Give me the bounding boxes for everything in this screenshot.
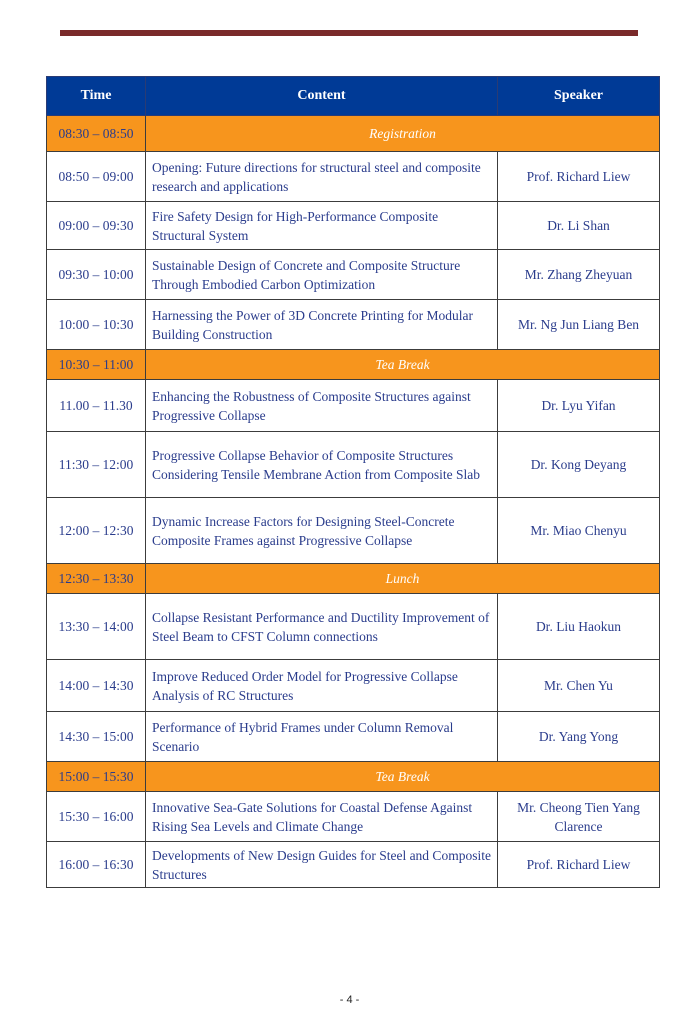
content-cell: Fire Safety Design for High-Performance Composite Structural System xyxy=(146,202,498,250)
session-row xyxy=(47,432,660,498)
break-label: Tea Break xyxy=(146,350,660,380)
speaker-cell: Dr. Yang Yong xyxy=(498,712,660,762)
session-row xyxy=(47,594,660,660)
content-cell: Sustainable Design of Concrete and Composite Structure Through Embodied Carbon Optimization xyxy=(146,250,498,300)
time-cell: 13:30 – 14:00 xyxy=(47,594,146,660)
time-cell: 14:30 – 15:00 xyxy=(47,712,146,762)
content-cell: Progressive Collapse Behavior of Composite Structures Considering Tensile Membrane Action from Composite Slab xyxy=(146,432,498,498)
time-cell: 12:30 – 13:30 xyxy=(47,564,146,594)
time-cell: 10:30 – 11:00 xyxy=(47,350,146,380)
content-cell: Dynamic Increase Factors for Designing Steel-Concrete Composite Frames against Progressive Collapse xyxy=(146,498,498,564)
speaker-cell: Prof. Richard Liew xyxy=(498,842,660,888)
break-label: Lunch xyxy=(146,564,660,594)
time-cell: 10:00 – 10:30 xyxy=(47,300,146,350)
header-content: Content xyxy=(146,77,498,116)
break-row xyxy=(47,350,660,380)
content-cell: Enhancing the Robustness of Composite Structures against Progressive Collapse xyxy=(146,380,498,432)
break-label: Tea Break xyxy=(146,762,660,792)
break-label: Registration xyxy=(146,116,660,152)
time-cell: 16:00 – 16:30 xyxy=(47,842,146,888)
time-cell: 11:30 – 12:00 xyxy=(47,432,146,498)
session-row xyxy=(47,250,660,300)
speaker-cell: Mr. Cheong Tien Yang Clarence xyxy=(498,792,660,842)
time-cell: 12:00 – 12:30 xyxy=(47,498,146,564)
session-row xyxy=(47,152,660,202)
time-cell: 14:00 – 14:30 xyxy=(47,660,146,712)
content-cell: Performance of Hybrid Frames under Column Removal Scenario xyxy=(146,712,498,762)
speaker-cell: Mr. Zhang Zheyuan xyxy=(498,250,660,300)
time-cell: 09:30 – 10:00 xyxy=(47,250,146,300)
speaker-cell: Mr. Chen Yu xyxy=(498,660,660,712)
session-row xyxy=(47,380,660,432)
content-cell: Harnessing the Power of 3D Concrete Printing for Modular Building Construction xyxy=(146,300,498,350)
session-row xyxy=(47,300,660,350)
page-number: - 4 - xyxy=(339,994,360,1006)
agenda-table xyxy=(46,76,660,888)
time-cell: 08:30 – 08:50 xyxy=(47,116,146,152)
header-time: Time xyxy=(47,77,146,116)
time-cell: 09:00 – 09:30 xyxy=(47,202,146,250)
header-speaker: Speaker xyxy=(498,77,660,116)
session-row xyxy=(47,498,660,564)
content-cell: Opening: Future directions for structural steel and composite research and applications xyxy=(146,152,498,202)
time-cell: 15:30 – 16:00 xyxy=(47,792,146,842)
header-row xyxy=(47,77,660,116)
content-cell: Developments of New Design Guides for Steel and Composite Structures xyxy=(146,842,498,888)
header-rule xyxy=(60,30,638,36)
break-row xyxy=(47,116,660,152)
speaker-cell: Mr. Miao Chenyu xyxy=(498,498,660,564)
time-cell: 08:50 – 09:00 xyxy=(47,152,146,202)
session-row xyxy=(47,202,660,250)
time-cell: 11.00 – 11.30 xyxy=(47,380,146,432)
session-row xyxy=(47,842,660,888)
session-row xyxy=(47,660,660,712)
content-cell: Innovative Sea-Gate Solutions for Coastal Defense Against Rising Sea Levels and Climate Change xyxy=(146,792,498,842)
speaker-cell: Dr. Liu Haokun xyxy=(498,594,660,660)
session-row xyxy=(47,792,660,842)
speaker-cell: Dr. Li Shan xyxy=(498,202,660,250)
speaker-cell: Prof. Richard Liew xyxy=(498,152,660,202)
speaker-cell: Dr. Kong Deyang xyxy=(498,432,660,498)
content-cell: Improve Reduced Order Model for Progressive Collapse Analysis of RC Structures xyxy=(146,660,498,712)
speaker-cell: Mr. Ng Jun Liang Ben xyxy=(498,300,660,350)
speaker-cell: Dr. Lyu Yifan xyxy=(498,380,660,432)
time-cell: 15:00 – 15:30 xyxy=(47,762,146,792)
content-cell: Collapse Resistant Performance and Ductility Improvement of Steel Beam to CFST Column connections xyxy=(146,594,498,660)
session-row xyxy=(47,712,660,762)
break-row xyxy=(47,762,660,792)
break-row xyxy=(47,564,660,594)
